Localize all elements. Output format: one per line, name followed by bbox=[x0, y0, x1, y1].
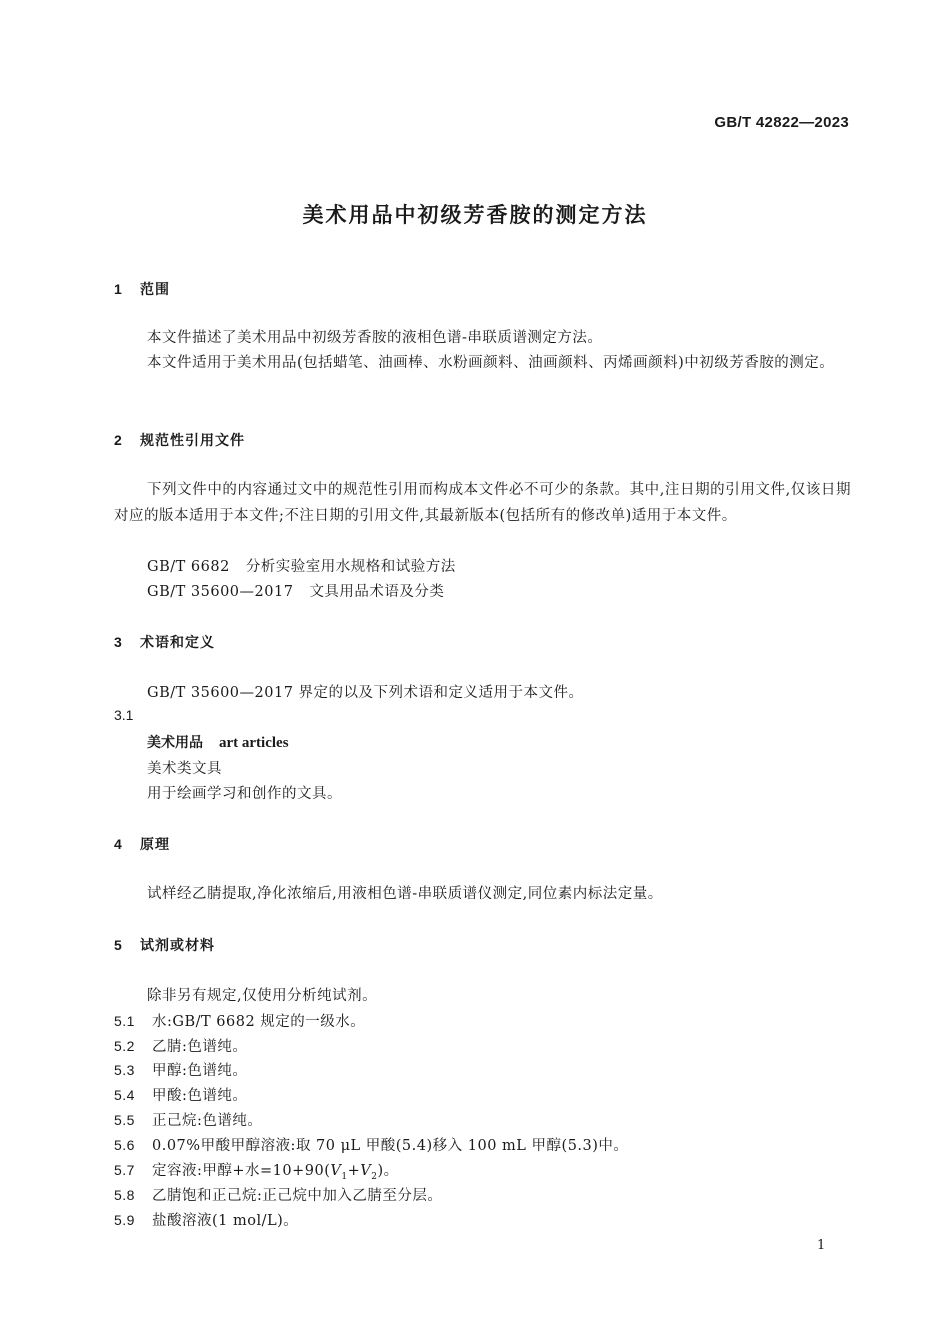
standard-code: GB/T 42822—2023 bbox=[714, 114, 849, 131]
item-number: 5.9 bbox=[114, 1212, 135, 1228]
section-number: 1 bbox=[114, 281, 123, 297]
item-text: 乙腈饱和正己烷:正己烷中加入乙腈至分层。 bbox=[152, 1188, 443, 1204]
section-number: 3 bbox=[114, 634, 123, 650]
reagent-item bbox=[114, 1059, 247, 1080]
item-text: 定容液:甲醇+水$=10+90(V_1+V_2)$。 bbox=[152, 1163, 399, 1182]
reagent-item bbox=[114, 1184, 442, 1205]
term-definition: 用于绘画学习和创作的文具。 bbox=[147, 786, 342, 802]
variable-v1: V bbox=[330, 1163, 342, 1179]
term-synonym: 美术类文具 bbox=[147, 761, 222, 777]
item-text: 乙腈:色谱纯。 bbox=[152, 1039, 248, 1055]
section-1-heading bbox=[114, 279, 170, 299]
variable-v2: V bbox=[360, 1163, 372, 1179]
reagent-item bbox=[114, 1109, 262, 1130]
reagent-item bbox=[114, 1010, 365, 1031]
item-number: 5.7 bbox=[114, 1162, 135, 1178]
term-number: 3.1 bbox=[114, 707, 134, 723]
item-number: 5.6 bbox=[114, 1137, 135, 1153]
section-5-paragraph-1: 除非另有规定,仅使用分析纯试剂。 bbox=[147, 988, 378, 1004]
section-number: 2 bbox=[114, 432, 123, 448]
section-2-paragraph-1: 下列文件中的内容通过文中的规范性引用而构成本文件必不可少的条款。其中,注日期的引用文件,仅该日期对应的版本适用于本文件;不注日期的引用文件,其最新版本(包括所有的修改单)适用于本文件。 bbox=[114, 482, 851, 524]
section-number: 5 bbox=[114, 937, 123, 953]
reagent-item bbox=[114, 1209, 298, 1230]
item-number: 5.1 bbox=[114, 1013, 135, 1029]
section-4-paragraph-1: 试样经乙腈提取,净化浓缩后,用液相色谱-串联质谱仪测定,同位素内标法定量。 bbox=[147, 886, 663, 902]
section-title: 术语和定义 bbox=[140, 635, 215, 651]
reagent-item bbox=[114, 1035, 247, 1056]
item-number: 5.2 bbox=[114, 1038, 135, 1054]
reference-title: 分析实验室用水规格和试验方法 bbox=[245, 559, 456, 575]
section-1-paragraph-2: 本文件适用于美术用品(包括蜡笔、油画棒、水粉画颜料、油画颜料、丙烯画颜料)中初级芳香胺的测定。 bbox=[147, 355, 835, 371]
reference-code: GB/T 35600—2017 bbox=[147, 584, 294, 600]
term-chinese: 美术用品 bbox=[147, 735, 203, 751]
section-3-paragraph-1: GB/T 35600—2017 界定的以及下列术语和定义适用于本文件。 bbox=[147, 685, 584, 701]
item-number: 5.5 bbox=[114, 1112, 135, 1128]
page-number: 1 bbox=[817, 1238, 826, 1253]
reference-title: 文具用品术语及分类 bbox=[309, 584, 445, 600]
section-number: 4 bbox=[114, 836, 123, 852]
reference-code: GB/T 6682 bbox=[147, 559, 230, 575]
reagent-item bbox=[114, 1159, 399, 1182]
section-4-heading bbox=[114, 834, 170, 854]
normative-reference-1 bbox=[147, 555, 456, 576]
item-text: 0.07%甲酸甲醇溶液:取 70 μL 甲酸(5.4)移入 100 mL 甲醇(5.3)中。 bbox=[152, 1138, 629, 1154]
section-title: 原理 bbox=[140, 837, 170, 853]
item-text: 甲酸:色谱纯。 bbox=[152, 1088, 248, 1104]
section-5-heading bbox=[114, 935, 215, 955]
item-number: 5.3 bbox=[114, 1062, 135, 1078]
section-1-paragraph-1: 本文件描述了美术用品中初级芳香胺的液相色谱-串联质谱测定方法。 bbox=[147, 330, 603, 346]
section-3-heading bbox=[114, 632, 215, 652]
reagent-item bbox=[114, 1084, 247, 1105]
item-number: 5.8 bbox=[114, 1187, 135, 1203]
section-2-heading bbox=[114, 430, 245, 450]
item-text: 盐酸溶液(1 mol/L)。 bbox=[152, 1213, 299, 1229]
reagent-item bbox=[114, 1134, 628, 1155]
item-text: 正己烷:色谱纯。 bbox=[152, 1113, 263, 1129]
term-heading bbox=[147, 732, 289, 752]
section-title: 规范性引用文件 bbox=[140, 433, 245, 449]
normative-reference-2 bbox=[147, 580, 444, 601]
term-english: art articles bbox=[219, 735, 289, 751]
item-text: 甲醇:色谱纯。 bbox=[152, 1063, 248, 1079]
section-title: 试剂或材料 bbox=[140, 938, 215, 954]
document-title: 美术用品中初级芳香胺的测定方法 bbox=[302, 203, 648, 227]
section-title: 范围 bbox=[140, 282, 170, 298]
item-number: 5.4 bbox=[114, 1087, 135, 1103]
item-text: 水:GB/T 6682 规定的一级水。 bbox=[152, 1014, 366, 1030]
